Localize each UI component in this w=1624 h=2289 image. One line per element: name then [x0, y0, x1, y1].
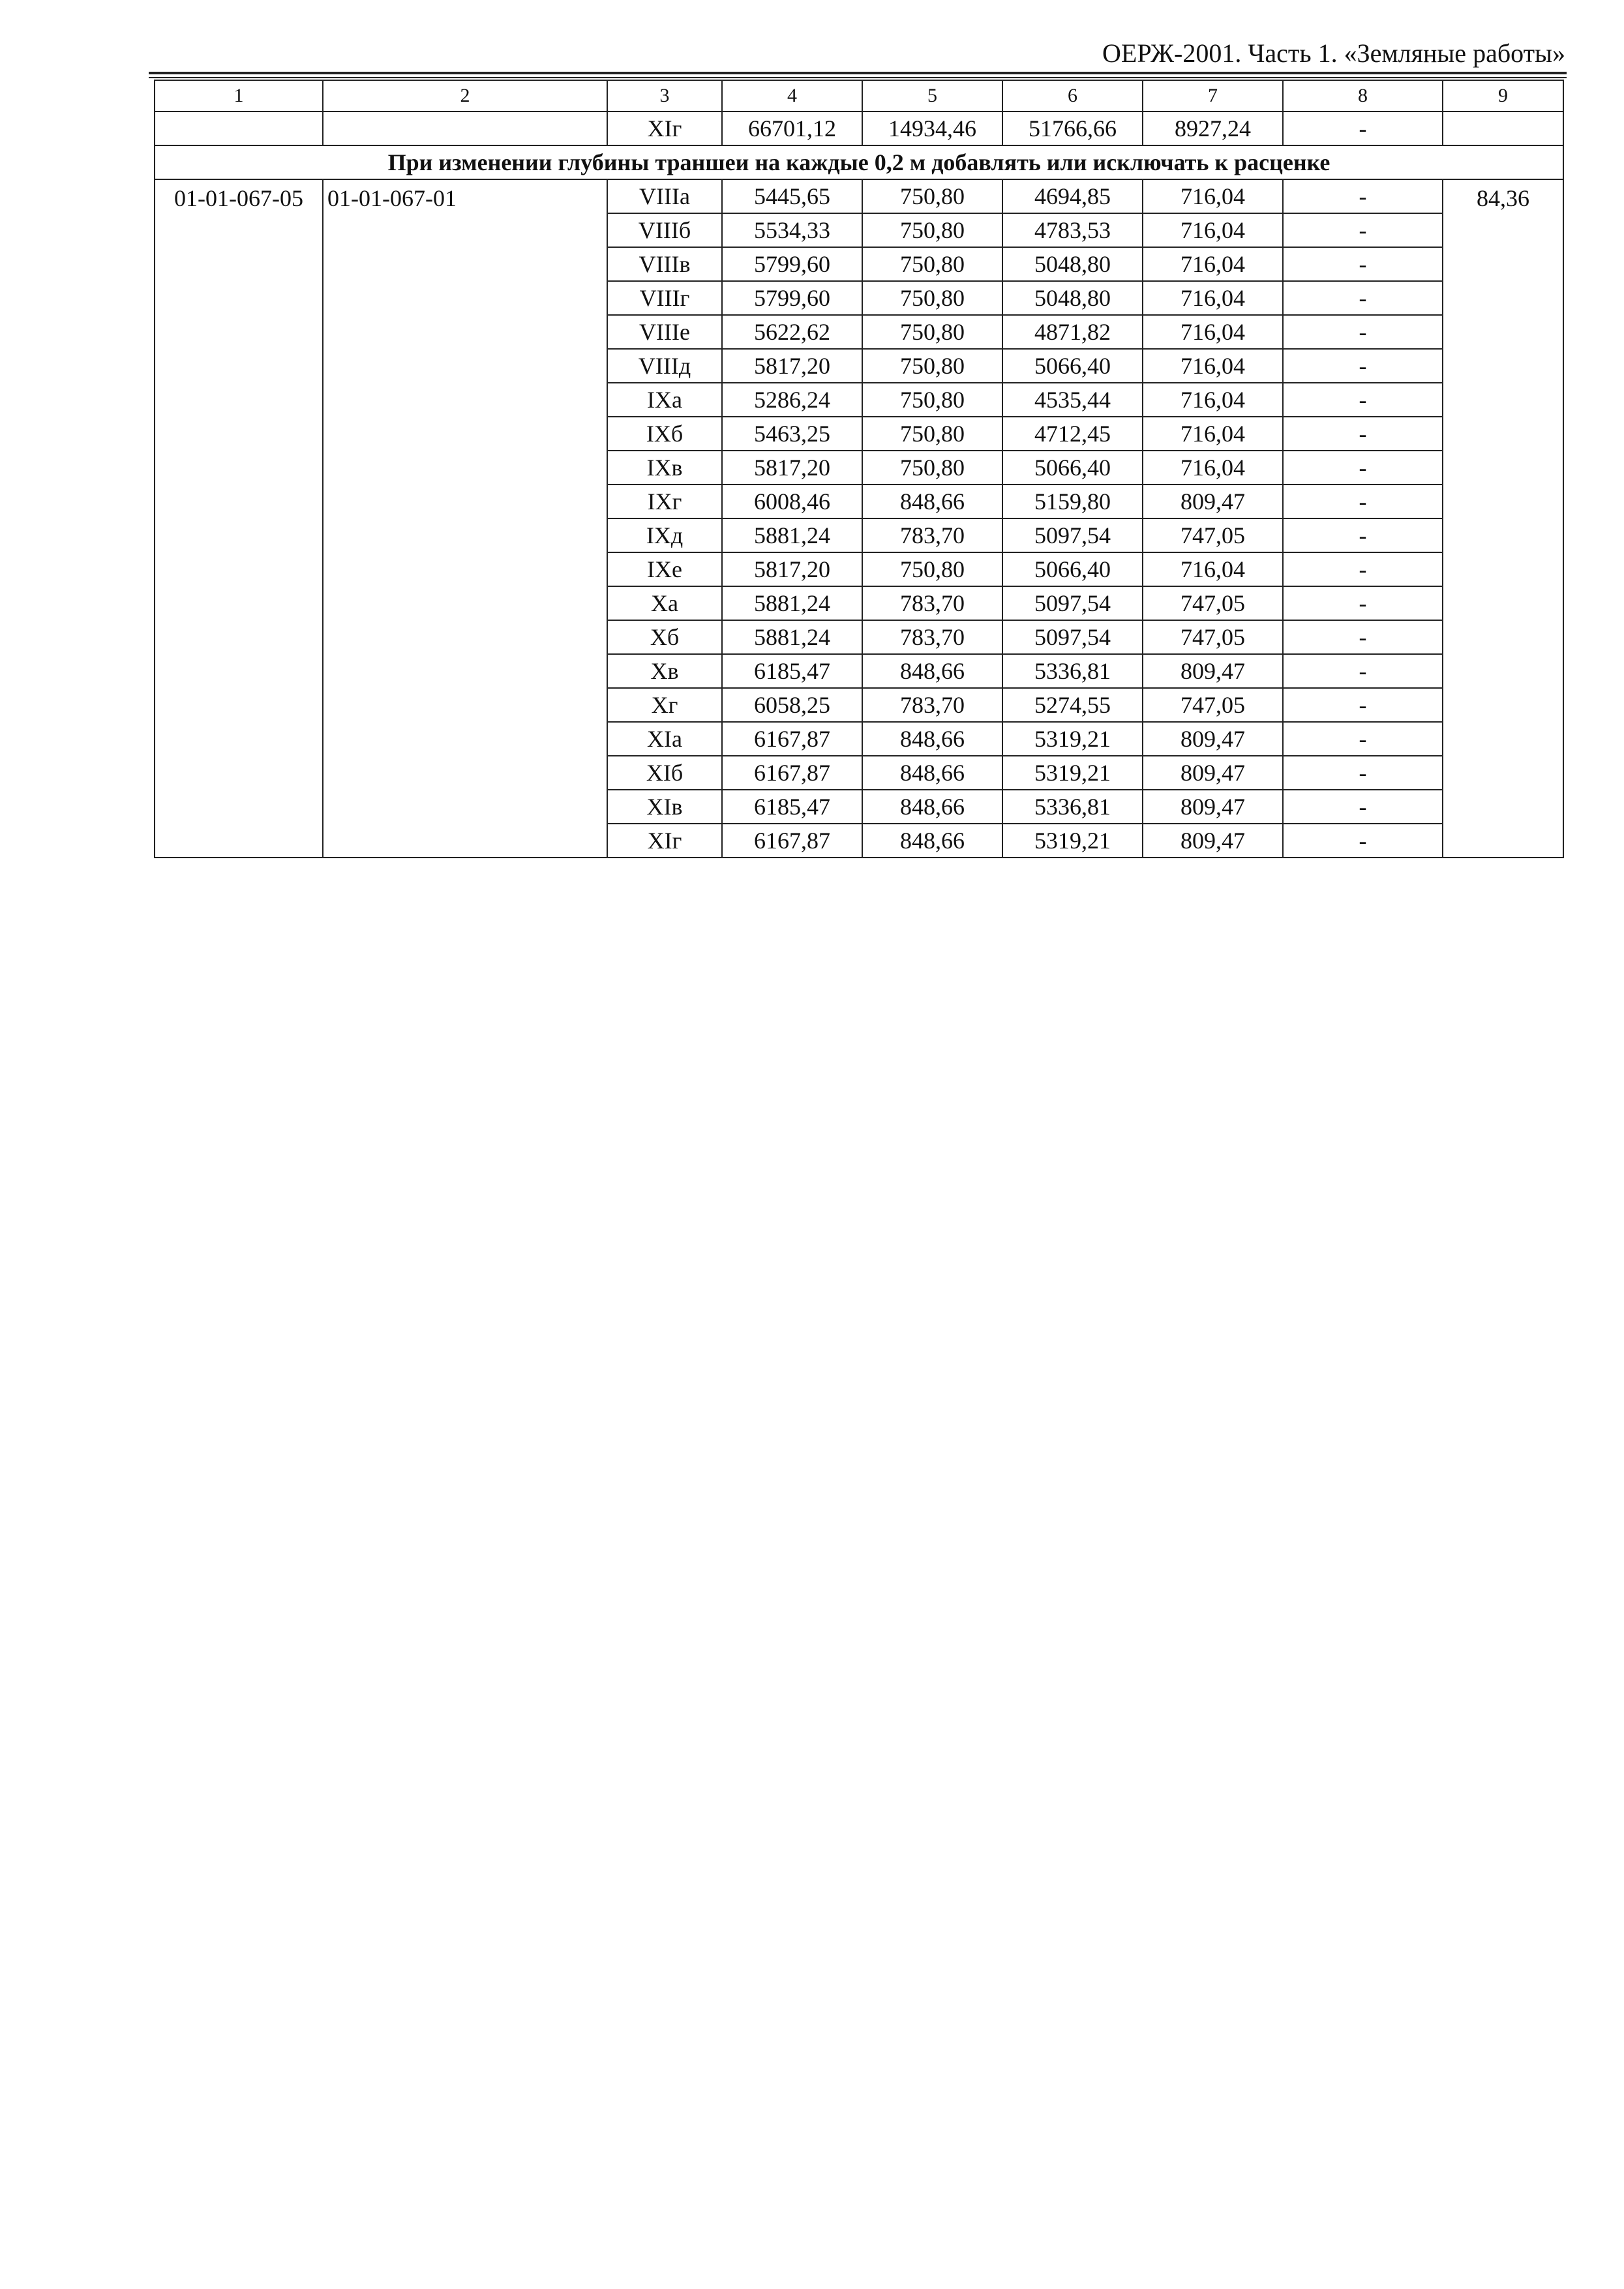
code-cell — [155, 112, 323, 145]
value-cell: 5159,80 — [1002, 485, 1143, 518]
category-cell: XIа — [607, 722, 722, 756]
value-cell: 848,66 — [862, 485, 1002, 518]
value-cell: 14934,46 — [862, 112, 1002, 145]
value-cell: 848,66 — [862, 756, 1002, 790]
value-cell: 747,05 — [1143, 688, 1283, 722]
ref-cell — [323, 112, 607, 145]
value-cell: 66701,12 — [722, 112, 862, 145]
category-cell: VIIIа — [607, 179, 722, 213]
value-cell: - — [1283, 790, 1443, 824]
column-number-row — [155, 80, 1563, 112]
category-cell: XIг — [607, 112, 722, 145]
column-number: 6 — [1002, 80, 1143, 112]
value-cell: 6058,25 — [722, 688, 862, 722]
value-cell: - — [1283, 383, 1443, 417]
value-cell: 5881,24 — [722, 518, 862, 552]
value-cell: 747,05 — [1143, 586, 1283, 620]
column-9-cell: 84,36 — [1443, 179, 1563, 858]
value-cell: 783,70 — [862, 688, 1002, 722]
value-cell: - — [1283, 824, 1443, 858]
value-cell: 5097,54 — [1002, 518, 1143, 552]
category-cell: XIв — [607, 790, 722, 824]
value-cell: 750,80 — [862, 451, 1002, 485]
value-cell: 750,80 — [862, 179, 1002, 213]
column-number: 8 — [1283, 80, 1443, 112]
value-cell: 716,04 — [1143, 552, 1283, 586]
value-cell: 5048,80 — [1002, 281, 1143, 315]
value-cell: 4712,45 — [1002, 417, 1143, 451]
value-cell: - — [1283, 247, 1443, 281]
value-cell: 809,47 — [1143, 485, 1283, 518]
category-cell: VIIIб — [607, 213, 722, 247]
header-rule-thin — [149, 77, 1567, 78]
category-cell: Xв — [607, 654, 722, 688]
value-cell: 4535,44 — [1002, 383, 1143, 417]
value-cell: 5817,20 — [722, 451, 862, 485]
category-cell: Xа — [607, 586, 722, 620]
value-cell: 783,70 — [862, 620, 1002, 654]
table-row — [155, 179, 1563, 213]
category-cell: IXв — [607, 451, 722, 485]
value-cell: - — [1283, 315, 1443, 349]
value-cell: - — [1283, 485, 1443, 518]
value-cell: 5799,60 — [722, 281, 862, 315]
carry-over-row — [155, 112, 1563, 145]
value-cell: 5319,21 — [1002, 756, 1143, 790]
value-cell: - — [1283, 112, 1443, 145]
value-cell: 747,05 — [1143, 620, 1283, 654]
column-number: 5 — [862, 80, 1002, 112]
column-number: 7 — [1143, 80, 1283, 112]
value-cell: 783,70 — [862, 518, 1002, 552]
value-cell: 848,66 — [862, 654, 1002, 688]
rate-code-cell: 01-01-067-05 — [155, 179, 323, 858]
value-cell: - — [1283, 654, 1443, 688]
value-cell: 716,04 — [1143, 281, 1283, 315]
value-cell: 6185,47 — [722, 654, 862, 688]
value-cell: 6167,87 — [722, 756, 862, 790]
value-cell: 747,05 — [1143, 518, 1283, 552]
value-cell: 5881,24 — [722, 586, 862, 620]
category-cell: VIIIг — [607, 281, 722, 315]
value-cell: 5881,24 — [722, 620, 862, 654]
value-cell: 5319,21 — [1002, 722, 1143, 756]
value-cell: 750,80 — [862, 247, 1002, 281]
value-cell: 716,04 — [1143, 451, 1283, 485]
value-cell: 809,47 — [1143, 654, 1283, 688]
value-cell: - — [1283, 688, 1443, 722]
value-cell: 750,80 — [862, 213, 1002, 247]
value-cell: 716,04 — [1143, 179, 1283, 213]
category-cell: VIIIв — [607, 247, 722, 281]
category-cell: XIб — [607, 756, 722, 790]
value-cell: 716,04 — [1143, 213, 1283, 247]
section-title: При изменении глубины траншеи на каждые 0,2 м добавлять или исключать к расценке — [155, 145, 1563, 179]
value-cell: - — [1283, 620, 1443, 654]
value-cell: 716,04 — [1143, 349, 1283, 383]
value-cell: 5066,40 — [1002, 552, 1143, 586]
rates-table — [154, 80, 1564, 858]
value-cell: - — [1283, 518, 1443, 552]
value-cell: 5817,20 — [722, 552, 862, 586]
value-cell: 5066,40 — [1002, 349, 1143, 383]
column-number: 1 — [155, 80, 323, 112]
column-number: 3 — [607, 80, 722, 112]
value-cell: 4871,82 — [1002, 315, 1143, 349]
value-cell: 6167,87 — [722, 824, 862, 858]
section-row — [155, 145, 1563, 179]
value-cell: - — [1283, 213, 1443, 247]
value-cell: 5097,54 — [1002, 586, 1143, 620]
value-cell: 848,66 — [862, 824, 1002, 858]
value-cell: 716,04 — [1143, 247, 1283, 281]
category-cell: IXа — [607, 383, 722, 417]
value-cell: 750,80 — [862, 281, 1002, 315]
value-cell: 4783,53 — [1002, 213, 1143, 247]
value-cell: 4694,85 — [1002, 179, 1143, 213]
value-cell: 5336,81 — [1002, 654, 1143, 688]
value-cell: - — [1283, 349, 1443, 383]
value-cell: 5319,21 — [1002, 824, 1143, 858]
value-cell: 5463,25 — [722, 417, 862, 451]
value-cell: - — [1283, 417, 1443, 451]
value-cell: 809,47 — [1143, 790, 1283, 824]
value-cell: 783,70 — [862, 586, 1002, 620]
value-cell: - — [1283, 722, 1443, 756]
category-cell: VIIIд — [607, 349, 722, 383]
value-cell: 750,80 — [862, 417, 1002, 451]
category-cell: IXд — [607, 518, 722, 552]
value-cell: 809,47 — [1143, 722, 1283, 756]
category-cell: Xг — [607, 688, 722, 722]
value-cell: 8927,24 — [1143, 112, 1283, 145]
value-cell: - — [1283, 756, 1443, 790]
value-cell: 6008,46 — [722, 485, 862, 518]
value-cell: 5274,55 — [1002, 688, 1143, 722]
value-cell: 5097,54 — [1002, 620, 1143, 654]
value-cell: 5286,24 — [722, 383, 862, 417]
base-rate-cell: 01-01-067-01 — [323, 179, 607, 858]
value-cell: - — [1283, 451, 1443, 485]
value-cell: 750,80 — [862, 383, 1002, 417]
value-cell: - — [1283, 179, 1443, 213]
column-number: 9 — [1443, 80, 1563, 112]
column-number: 2 — [323, 80, 607, 112]
value-cell: 750,80 — [862, 315, 1002, 349]
category-cell: Xб — [607, 620, 722, 654]
value-cell: 716,04 — [1143, 383, 1283, 417]
value-cell: 5445,65 — [722, 179, 862, 213]
value-cell: 750,80 — [862, 552, 1002, 586]
running-header: ОЕРЖ-2001. Часть 1. «Земляные работы» — [1102, 38, 1565, 68]
value-cell: 5048,80 — [1002, 247, 1143, 281]
value-cell: - — [1283, 281, 1443, 315]
value-cell: 848,66 — [862, 790, 1002, 824]
value-cell: - — [1283, 552, 1443, 586]
value-cell: 809,47 — [1143, 824, 1283, 858]
value-cell: 5799,60 — [722, 247, 862, 281]
value-cell: 6185,47 — [722, 790, 862, 824]
value-cell: 5622,62 — [722, 315, 862, 349]
value-cell: 750,80 — [862, 349, 1002, 383]
value-cell: 5066,40 — [1002, 451, 1143, 485]
value-cell: 6167,87 — [722, 722, 862, 756]
value-cell: 848,66 — [862, 722, 1002, 756]
value-cell: 809,47 — [1143, 756, 1283, 790]
category-cell: VIIIе — [607, 315, 722, 349]
value-cell: 5336,81 — [1002, 790, 1143, 824]
value-cell: 51766,66 — [1002, 112, 1143, 145]
value-cell: - — [1283, 586, 1443, 620]
value-cell: 5534,33 — [722, 213, 862, 247]
value-cell: 716,04 — [1143, 315, 1283, 349]
category-cell: IXб — [607, 417, 722, 451]
header-rule — [149, 72, 1567, 74]
value-cell: 5817,20 — [722, 349, 862, 383]
value-cell — [1443, 112, 1563, 145]
category-cell: IXе — [607, 552, 722, 586]
column-number: 4 — [722, 80, 862, 112]
value-cell: 716,04 — [1143, 417, 1283, 451]
category-cell: XIг — [607, 824, 722, 858]
category-cell: IXг — [607, 485, 722, 518]
